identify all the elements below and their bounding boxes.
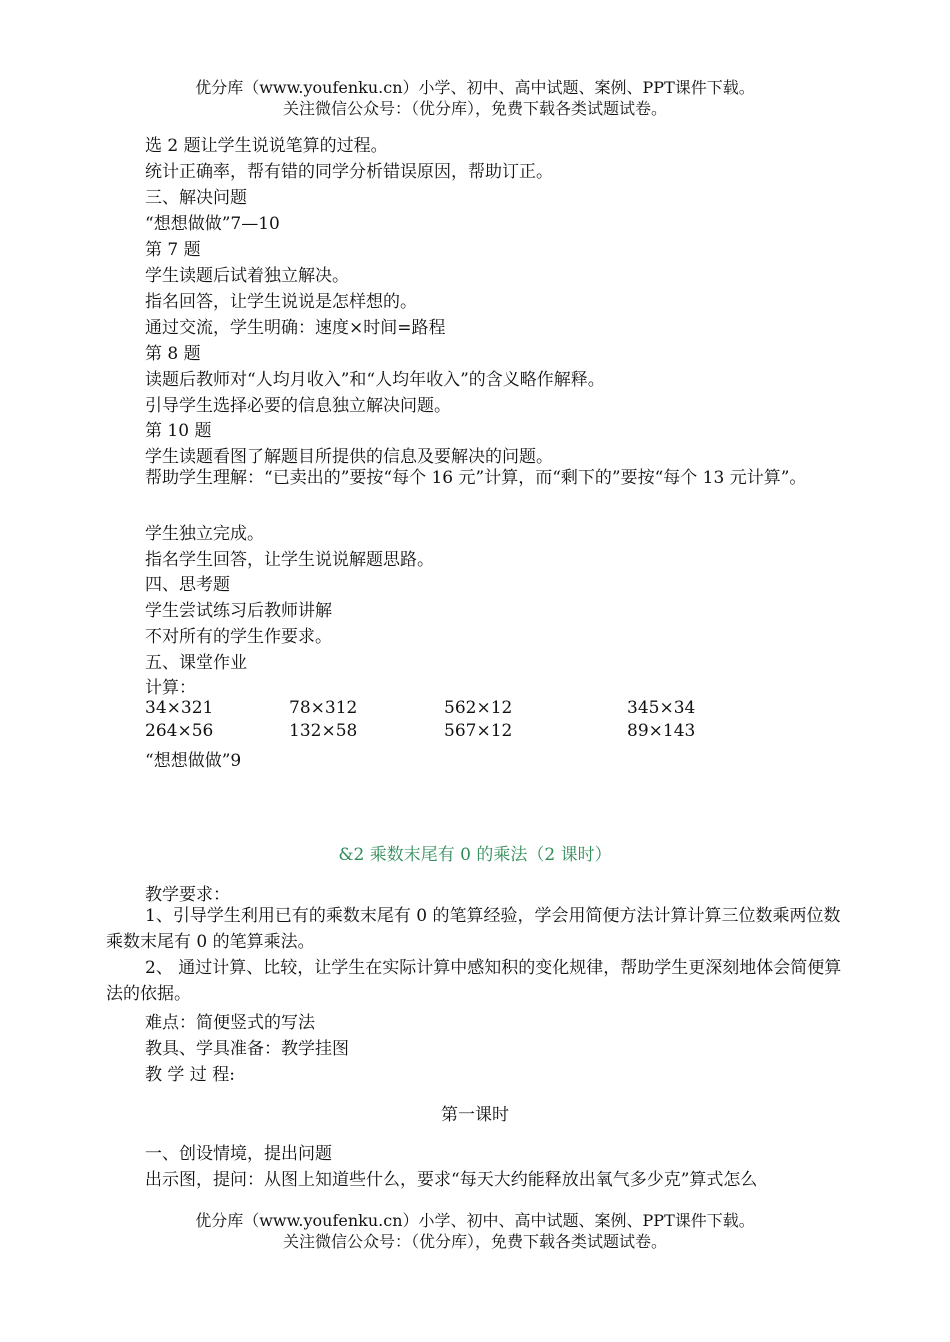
body-line-22: “想想做做”9 — [145, 751, 242, 771]
body-line-6: 学生读题后试着独立解决。 — [145, 266, 349, 286]
page-header-line-1: 优分库（www.youfenku.cn）小学、初中、高中试题、案例、PPT课件下载。 — [195, 78, 755, 97]
requirements-label: 教学要求： — [145, 885, 230, 905]
calc-item: 132×58 — [289, 721, 358, 741]
calc-item: 567×12 — [444, 721, 513, 741]
body-paragraph-14: 帮助学生理解：“已卖出的”要按“每个 16 元”计算，而“剩下的”要按“每个 13 元计算”。 — [145, 468, 807, 488]
calc-item: 34×321 — [145, 698, 214, 718]
lesson-1-title: 第一课时 — [441, 1105, 509, 1125]
requirement-2: 2、 通过计算、比较，让学生在实际计算中感知积的变化规律，帮助学生更深刻地体会简便算法的依据。 — [106, 958, 842, 1004]
calc-item: 562×12 — [444, 698, 513, 718]
body-line-4: “想想做做”7—10 — [145, 214, 280, 234]
body-line-7: 指名回答，让学生说说是怎样想的。 — [145, 292, 417, 312]
page-header-line-2: 关注微信公众号：（优分库），免费下载各类试题试卷。 — [282, 99, 667, 118]
calc-item: 78×312 — [289, 698, 358, 718]
calc-item: 264×56 — [145, 721, 214, 741]
step-1-heading: 一、创设情境，提出问题 — [145, 1144, 332, 1164]
section-title: &2 乘数末尾有 0 的乘法（2 课时） — [338, 845, 612, 865]
body-line-1: 选 2 题让学生说说笔算的过程。 — [145, 136, 388, 156]
heading-thinking-question: 四、思考题 — [145, 575, 230, 595]
body-line-16: 指名学生回答，让学生说说解题思路。 — [145, 550, 434, 570]
calc-label: 计算： — [145, 678, 196, 698]
page-footer-line-1: 优分库（www.youfenku.cn）小学、初中、高中试题、案例、PPT课件下载。 — [195, 1211, 755, 1230]
process-label: 教 学 过 程: — [145, 1065, 235, 1085]
difficulty-line: 难点：简便竖式的写法 — [145, 1013, 315, 1033]
body-line-11: 引导学生选择必要的信息独立解决问题。 — [145, 396, 451, 416]
body-line-13: 学生读题看图了解题目所提供的信息及要解决的问题。 — [145, 447, 553, 467]
body-line-15: 学生独立完成。 — [145, 524, 264, 544]
body-line-18: 学生尝试练习后教师讲解 — [145, 601, 332, 621]
heading-classwork: 五、课堂作业 — [145, 653, 247, 673]
materials-line: 教具、学具准备：教学挂图 — [145, 1039, 349, 1059]
body-line-2: 统计正确率，帮有错的同学分析错误原因，帮助订正。 — [145, 162, 553, 182]
heading-solve-problems: 三、解决问题 — [145, 188, 247, 208]
calc-item: 89×143 — [627, 721, 696, 741]
problem-8-label: 第 8 题 — [145, 344, 201, 364]
body-line-10: 读题后教师对“人均月收入”和“人均年收入”的含义略作解释。 — [145, 370, 605, 390]
problem-7-label: 第 7 题 — [145, 240, 201, 260]
page-footer-line-2: 关注微信公众号：（优分库），免费下载各类试题试卷。 — [282, 1232, 667, 1251]
body-line-8: 通过交流，学生明确：速度×时间=路程 — [145, 318, 446, 338]
step-1-text: 出示图，提问：从图上知道些什么，要求“每天大约能释放出氧气多少克”算式怎么 — [145, 1170, 758, 1190]
problem-10-label: 第 10 题 — [145, 421, 212, 441]
requirement-1: 1、引导学生利用已有的乘数末尾有 0 的笔算经验，学会用简便方法计算计算三位数乘两位数乘数末尾有 0 的笔算乘法。 — [106, 906, 841, 952]
calc-item: 345×34 — [627, 698, 696, 718]
body-line-19: 不对所有的学生作要求。 — [145, 627, 332, 647]
